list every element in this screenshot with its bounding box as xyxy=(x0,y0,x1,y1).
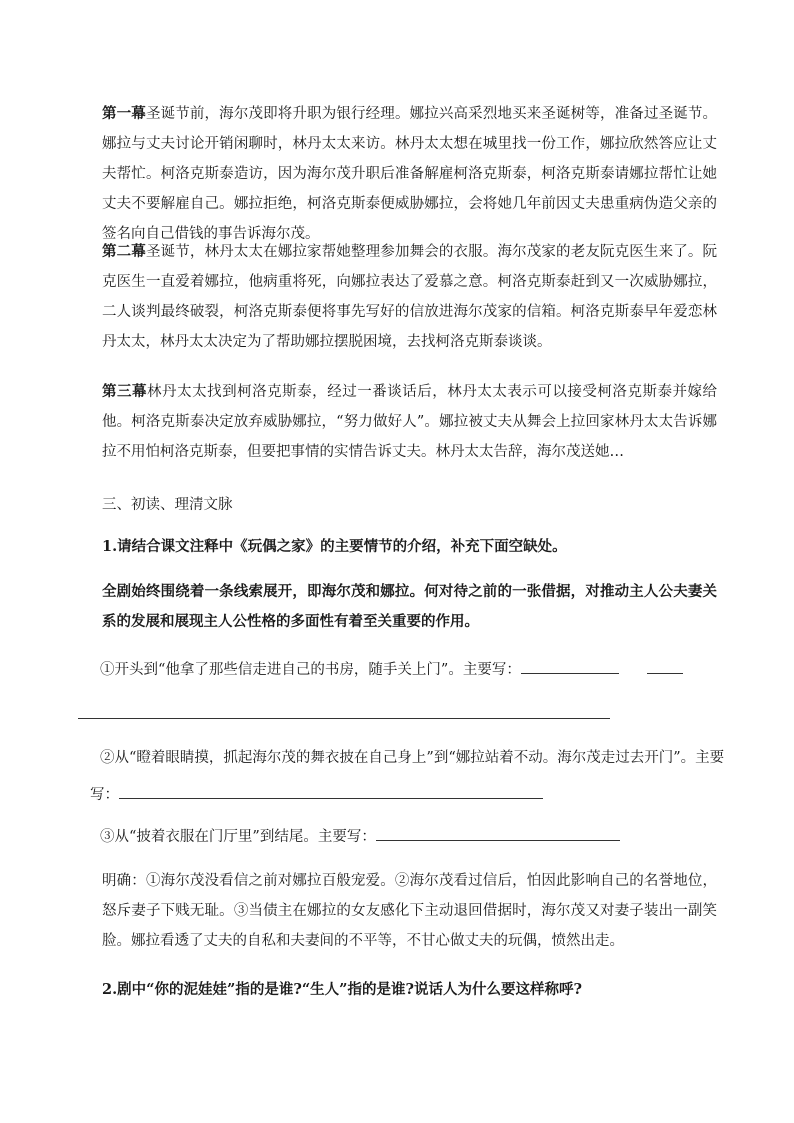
answer-line-1[interactable] xyxy=(78,718,610,719)
act3-text: 林丹太太找到柯洛克斯泰，经过一番谈话后，林丹太太表示可以接受柯洛克斯泰并嫁给他。柯洛克斯泰决定放弃威胁娜拉，“努力做好人”。娜拉被丈夫从舞会上拉回家林丹太太告诉娜拉不用怕柯洛克斯泰，但要把事情的实情告诉丈夫。林丹太太告辞，海尔茂送她… xyxy=(102,384,718,460)
answer-blank-3[interactable] xyxy=(376,826,620,841)
act2-paragraph xyxy=(102,237,717,357)
answer-blank-1a[interactable] xyxy=(521,659,619,674)
q1-title: 1.请结合课文注释中《玩偶之家》的主要情节的介绍，补充下面空缺处。 xyxy=(102,538,567,555)
q1-item2-line2 xyxy=(90,783,543,807)
q1-intro: 全剧始终围绕着一条线索展开，即海尔茂和娜拉。何对待之前的一张借据，对推动主人公夫妻关系的发展和展现主人公性格的多面性有着至关重要的作用。 xyxy=(102,583,717,630)
act1-lead: 第一幕 xyxy=(102,105,146,122)
act1-paragraph xyxy=(102,99,717,249)
answer-blank-2[interactable] xyxy=(119,784,543,799)
q2-title: 2.剧中“你的泥娃娃”指的是谁?“生人”指的是谁?说话人为什么要这样称呼? xyxy=(102,981,582,998)
section3-title: 三、初读、理清文脉 xyxy=(102,497,233,513)
q1-item3-text: ③从“披着衣服在门厅里”到结尾。主要写： xyxy=(100,829,376,845)
act1-text: 圣诞节前，海尔茂即将升职为银行经理。娜拉兴高采烈地买来圣诞树等，准备过圣诞节。娜拉与丈夫讨论开销闲聊时，林丹太太来访。林丹太太想在城里找一份工作，娜拉欣然答应让丈夫帮忙。柯洛克斯泰造访，因为海尔茂升职后准备解雇柯洛克斯泰，柯洛克斯泰请娜拉帮忙让她丈夫不要解雇自己。娜拉拒绝，柯洛克斯泰便威胁娜拉，会将她几年前因丈夫患重病伪造父亲的签名向自己借钱的事告诉海尔茂。 xyxy=(102,106,718,242)
q1-item1-text: ①开头到“他拿了那些信走进自己的书房，随手关上门”。主要写： xyxy=(100,662,521,678)
act2-text: 圣诞节，林丹太太在娜拉家帮她整理参加舞会的衣服。海尔茂家的老友阮克医生来了。阮克医生一直爱着娜拉，他病重将死，向娜拉表达了爱慕之意。柯洛克斯泰赶到又一次威胁娜拉，二人谈判最终破裂，柯洛克斯泰便将事先写好的信放进海尔茂家的信箱。柯洛克斯泰早年爱恋林丹太太，林丹太太决定为了帮助娜拉摆脱困境，去找柯洛克斯泰谈谈。 xyxy=(102,244,718,350)
q1-item2-line1: ②从“瞪着眼睛摸，抓起海尔茂的舞衣披在自己身上”到“娜拉站着不动。海尔茂走过去开门”。主要 xyxy=(100,750,725,766)
q1-item3 xyxy=(100,825,620,849)
q1-item1 xyxy=(100,658,683,682)
act3-lead: 第三幕 xyxy=(102,383,148,400)
q1-answer: 明确：①海尔茂没看信之前对娜拉百般宠爱。②海尔茂看过信后，怕因此影响自己的名誉地位，怒斥妻子下贱无耻。③当债主在娜拉的女友感化下主动退回借据时，海尔茂又对妻子装出一副笑脸。娜拉看透了丈夫的自私和夫妻间的不平等，不甘心做丈夫的玩偶，愤然出走。 xyxy=(102,873,717,949)
q1-item2-prefix: 写： xyxy=(90,787,119,803)
answer-blank-1b[interactable] xyxy=(647,659,683,674)
act2-lead: 第二幕 xyxy=(102,243,146,260)
act3-paragraph xyxy=(102,377,717,467)
